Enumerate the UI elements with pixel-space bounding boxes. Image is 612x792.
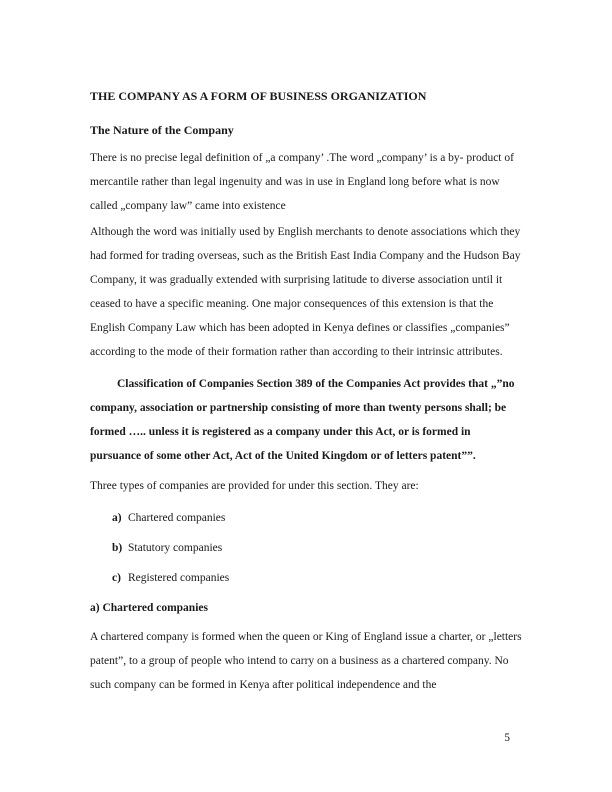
paragraph-chartered-companies-body: A chartered company is formed when the queen or King of England issue a charter, or „letters patent”, to a group of people who intend to carry on a business as a chartered company. No such company can be formed in Kenya after political independence and the bbox=[90, 631, 522, 691]
paragraph-company-definition: There is no precise legal definition of „a company’ .The word „company’ is a by- product of mercantile rather than legal ingenuity and was in use in England long before what is now called „company law” came into existence bbox=[90, 152, 514, 212]
list-item-label-statutory: Statutory companies bbox=[128, 542, 223, 554]
list-item-chartered bbox=[90, 506, 524, 530]
list-item-label-chartered: Chartered companies bbox=[128, 512, 226, 524]
document-title: THE COMPANY AS A FORM OF BUSINESS ORGANIZATION bbox=[90, 89, 427, 103]
company-types-list bbox=[90, 506, 524, 590]
list-marker-c: c) bbox=[112, 572, 121, 584]
page-number: 5 bbox=[504, 732, 510, 744]
list-marker-b: b) bbox=[112, 542, 123, 554]
section-heading-nature-of-company: The Nature of the Company bbox=[90, 123, 234, 137]
list-item-label-registered: Registered companies bbox=[128, 572, 230, 584]
paragraph-company-history: Although the word was initially used by English merchants to denote associations which they had formed for trading overseas, such as the British East India Company and the Hudson Bay Company, it was gradually extended with surprising latitude to diverse association until it ceased to have a specific meaning. One major consequences of this extension is that the English Company Law which has been adopted in Kenya defines or classifies „companies” according to the mode of their formation rather than according to their intrinsic attributes. bbox=[90, 226, 521, 358]
list-item-registered bbox=[90, 566, 524, 590]
list-marker-a: a) bbox=[112, 512, 122, 524]
subsection-heading-chartered-companies: a) Chartered companies bbox=[90, 602, 208, 614]
list-item-statutory bbox=[90, 536, 524, 560]
paragraph-types-intro: Three types of companies are provided for under this section. They are: bbox=[90, 480, 419, 492]
paragraph-classification-of-companies: Classification of Companies Section 389 of the Companies Act provides that „”no company, association or partnership consisting of more than twenty persons shall; be formed ….. unless it is registered as a company under this Act, or is formed in pursuance of some other Act, Act of the United Kingdom or of letters patent””. bbox=[90, 378, 515, 462]
